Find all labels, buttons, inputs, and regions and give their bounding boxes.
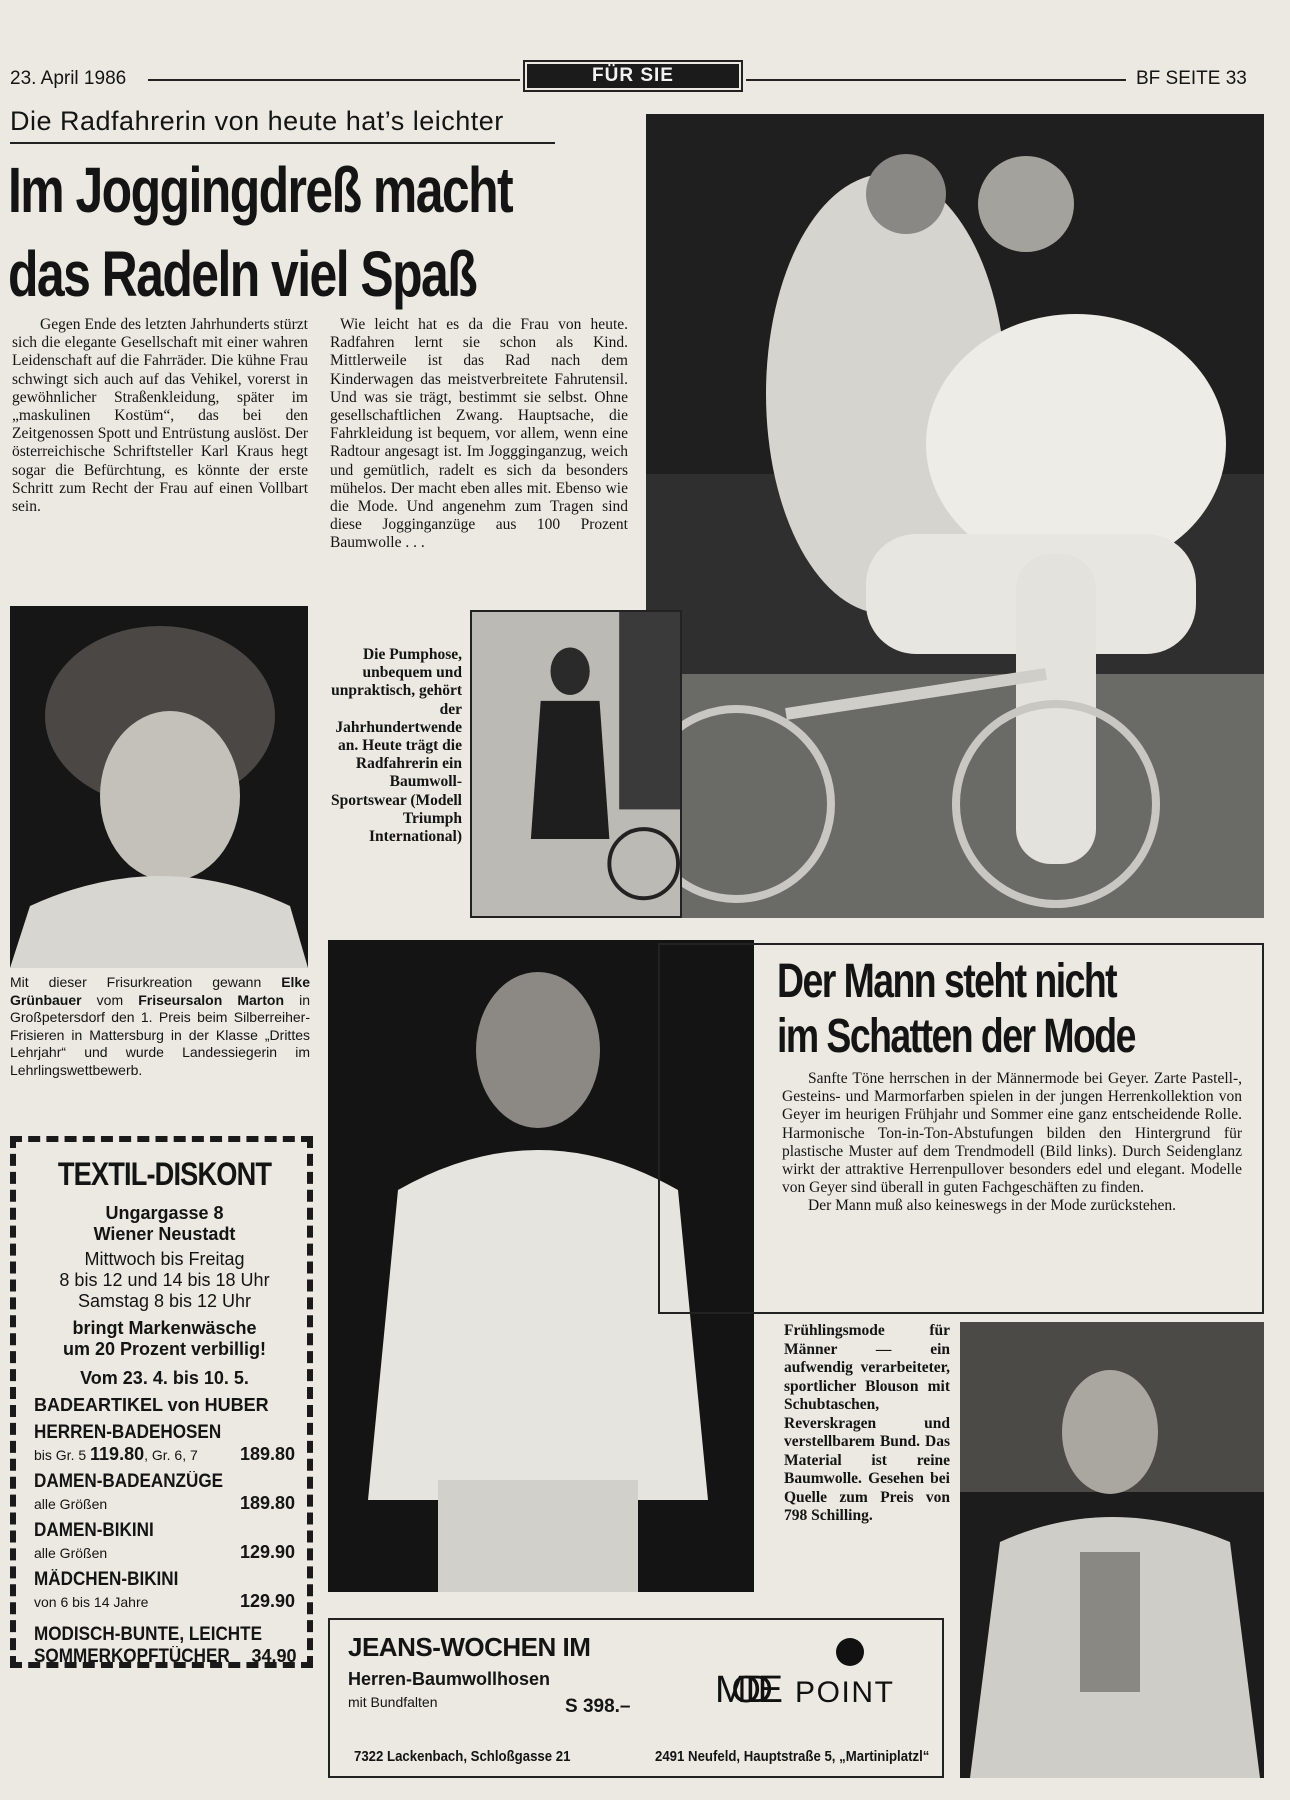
jeans-ad-line-1: Herren-Baumwollhosen (348, 1669, 551, 1689)
ad-item-sub: alle Größen (34, 1545, 108, 1561)
ad-item-sub-a: bis Gr. 5 (34, 1447, 91, 1463)
winner-name: Elke Grünbauer (10, 974, 310, 1008)
ad-item-name: DAMEN-BIKINI (34, 1520, 154, 1541)
ad-hours-3: Samstag 8 bis 12 Uhr (77, 1291, 252, 1311)
ad-item-name: DAMEN-BADEANZÜGE (34, 1471, 224, 1492)
ad-item-price: 189.80 (239, 1493, 295, 1513)
ad-address-2: Wiener Neustadt (93, 1224, 236, 1244)
ad-item-row (34, 1542, 295, 1563)
photo-historic-cyclist (470, 610, 682, 918)
jeans-ad-line-2: mit Bundfalten (348, 1694, 438, 1710)
ad-item-sub: von 6 bis 14 Jahre (34, 1594, 149, 1610)
ad-textil-diskont (10, 1136, 313, 1668)
ad-title: TEXTIL-DISKONT (57, 1156, 272, 1192)
photo-hairstyle (10, 606, 308, 968)
article-kicker: Die Radfahrerin von heute hat’s leichter (10, 106, 504, 136)
ad-dates: Vom 23. 4. bis 10. 5. (80, 1368, 249, 1388)
logo-word-2: POINT (795, 1676, 895, 1709)
ad-promo-1: bringt Markenwäsche (72, 1318, 257, 1338)
ad-item-sub: alle Größen (34, 1496, 108, 1512)
jeans-ad-title: JEANS-WOCHEN IM (348, 1632, 591, 1662)
logo-word-1: MODE (715, 1669, 785, 1711)
jeans-ad-address-1: 7322 Lackenbach, Schloßgasse 21 (354, 1748, 571, 1765)
ad-last-item-2: SOMMERKOPFTÜCHER (34, 1646, 230, 1667)
ad-item-row (34, 1591, 295, 1612)
ad-last-item-1: MODISCH-BUNTE, LEICHTE (34, 1624, 262, 1645)
ad-item-name: HERREN-BADEHOSEN (34, 1422, 222, 1443)
ad-hours-2: 8 bis 12 und 14 bis 18 Uhr (59, 1270, 270, 1290)
salon-name: Friseursalon Marton (138, 991, 284, 1008)
ad-promo-2: um 20 Prozent verbillig! (62, 1339, 267, 1359)
photo-cyclist-couple (646, 114, 1264, 918)
jeans-ad-address-2: 2491 Neufeld, Hauptstraße 5, „Martiniplatzl“ (655, 1748, 930, 1765)
jeans-ad-price: S 398.– (565, 1696, 631, 1717)
ad-address-1: Ungargasse 8 (105, 1203, 224, 1223)
page-number: BF SEITE 33 (1136, 68, 1247, 89)
article-column-2: Wie leicht hat es da die Frau von heute. Radfahren lernt sie schon als Kind. Mittlerweile ist das Rad nach dem Kinderwagen das meistverbreitete Fahrutensil. Und was sie trägt, bestimmt sie selbst. Ohne gesellschaftlichen Zwang. Hauptsache, die Fahrkleidung ist bequem, vor allem, wenn eine Radtour angesagt ist. Im Joggginganzug, weich und gemütlich, radelt es sich da besonders mühelos. Der macht eben alles mit. Ebenso wie die Mode. Und angenehm zum Tragen sind diese Jogginganzüge aus 100 Prozent Baumwolle . . . (330, 316, 628, 552)
issue-date: 23. April 1986 (10, 68, 127, 89)
hairstyle-caption-text-3: in Großpetersdorf den 1. Preis beim Silberreiher-Frisieren in Mattersburg in der Klasse „Drittes Lehrjahr“ und wurde Landessiegerin im Lehrlingswettbewerb. (10, 991, 310, 1078)
ad-item-row (34, 1493, 295, 1514)
article2-body (782, 1070, 1242, 1216)
ad-item-sub-price: 119.80 (90, 1444, 145, 1464)
ad-brand: BADEARTIKEL von HUBER (34, 1395, 269, 1415)
headline-line-1: Im Joggingdreß macht (8, 154, 513, 226)
ad-item-price: 129.90 (239, 1542, 295, 1562)
ad-item-sub (34, 1444, 198, 1465)
pumphose-caption: Die Pumphose, unbequem und unpraktisch, gehört der Jahrhundertwende an. Heute trägt die Radfahrerin ein Baumwoll-Sportswear (Modell Triumph International) (330, 646, 462, 846)
hairstyle-caption-text-1: Mit dieser Frisurkreation gewann (10, 974, 282, 990)
article2-paragraph-2: Der Mann muß also keineswegs in der Mode zurückstehen. (808, 1197, 1177, 1215)
article2-paragraph-1: Sanfte Töne herrschen in der Männermode bei Geyer. Zarte Pastell-, Gesteins- und Marmorfarben spielen in der jungen Herrenkollektion von Geyer im heurigen Frühjahr und Sommer eine ganz entscheidende Rolle. Harmonische Ton-in-Ton-Abstufungen bilden den Hintergrund für plastische Muster auf dem Trendmodell (Bild links). Durch Seidenglanz wirkt der attraktive Herrenpullover besonders edel und elegant. Modelle von Geyer sind überall in guten Fachgeschäften zu finden. (782, 1070, 1242, 1197)
ad-item-sub-b: , Gr. 6, 7 (144, 1447, 198, 1463)
article2-headline-line-1: Der Mann steht nicht (777, 955, 1117, 1008)
quelle-caption: Frühlingsmode für Männer — ein aufwendig verarbeiteter, sportlicher Blouson mit Schubtaschen, Reverskragen und verstellbarem Bund. Das Material ist reine Baumwolle. Gesehen bei Quelle zum Preis von 798 Schilling. (784, 1322, 950, 1524)
header-rule-left (148, 79, 520, 81)
ad-item-price: 129.90 (239, 1591, 295, 1611)
ad-last-price: 34.90 (251, 1646, 297, 1666)
ad-item-price: 189.80 (239, 1444, 295, 1464)
photo-man-blouson (960, 1322, 1264, 1778)
ad-jeans-wochen (328, 1618, 944, 1778)
section-label: FÜR SIE (527, 64, 739, 88)
ad-hours-1: Mittwoch bis Freitag (84, 1249, 245, 1269)
mode-point-logo (715, 1634, 905, 1724)
section-label-box (523, 60, 743, 92)
kicker-rule (10, 142, 555, 144)
ad-last-row (34, 1646, 295, 1668)
header-rule-right (746, 79, 1126, 81)
hairstyle-caption (10, 974, 310, 1080)
ad-item-name: MÄDCHEN-BIKINI (34, 1569, 179, 1590)
ad-item-row (34, 1444, 295, 1465)
article-column-1: Gegen Ende des letzten Jahrhunderts stürzt sich die elegante Gesellschaft mit einer wahren Leidenschaft auf die Fahrräder. Die kühne Frau schwingt sich auch auf das Vehikel, vorerst in gewöhnlicher Straßenkleidung, später im „maskulinen Kostüm“, das bei den Zeitgenossen Spott und Entrüstung auslöst. Der österreichische Schriftsteller Karl Kraus hegt sogar die Befürchtung, es könnte der erste Schritt zum Recht der Frau auf einen Vollbart sein. (12, 316, 308, 516)
article2-headline-line-2: im Schatten der Mode (777, 1010, 1135, 1063)
hairstyle-caption-text-2: vom (81, 991, 139, 1008)
headline-line-2: das Radeln viel Spaß (8, 238, 477, 310)
